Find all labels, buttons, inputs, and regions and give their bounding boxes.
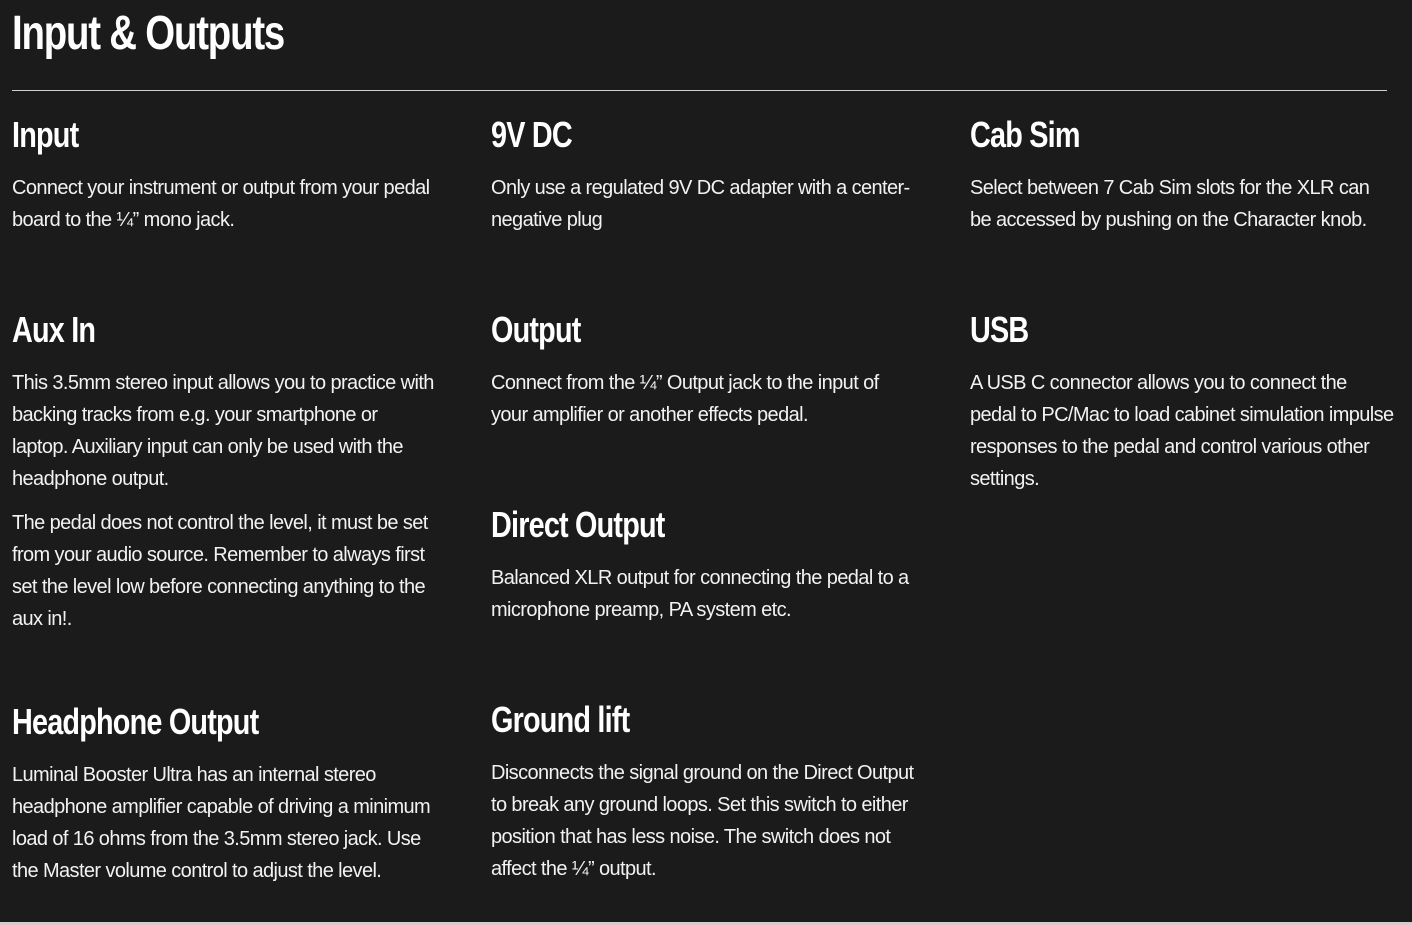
section-text-input: Connect your instrument or output from your pedal board to the ¼” mono jack. xyxy=(12,177,430,231)
section-headphone-output xyxy=(12,699,442,887)
page-title: Input & Outputs xyxy=(12,7,285,60)
section-title-9v-dc: 9V DC xyxy=(491,114,572,155)
section-title-output: Output xyxy=(491,309,581,350)
section-title-aux-in: Aux In xyxy=(12,309,96,350)
section-aux-in xyxy=(12,307,442,635)
section-text-output: Connect from the ¼” Output jack to the input of your amplifier or another effects pedal. xyxy=(491,372,879,426)
section-ground-lift xyxy=(491,697,921,885)
section-9v-dc xyxy=(491,112,921,236)
column-1 xyxy=(12,112,442,887)
section-output xyxy=(491,307,921,431)
section-text-usb: A USB C connector allows you to connect the pedal to PC/Mac to load cabinet simulation impulse responses to the pedal and control various other settings. xyxy=(970,372,1394,490)
column-3 xyxy=(970,112,1400,495)
section-text-aux-in-1: This 3.5mm stereo input allows you to practice with backing tracks from e.g. your smartphone or laptop. Auxiliary input can only be used with the headphone output. xyxy=(12,372,434,490)
section-text-cab-sim: Select between 7 Cab Sim slots for the XLR can be accessed by pushing on the Character knob. xyxy=(970,177,1370,231)
section-title-ground-lift: Ground lift xyxy=(491,699,630,740)
column-2 xyxy=(491,112,921,885)
section-input xyxy=(12,112,442,236)
title-divider xyxy=(12,90,1387,91)
section-title-usb: USB xyxy=(970,309,1029,350)
section-title-cab-sim: Cab Sim xyxy=(970,114,1080,155)
section-text-direct-output: Balanced XLR output for connecting the pedal to a microphone preamp, PA system etc. xyxy=(491,567,909,621)
section-text-ground-lift: Disconnects the signal ground on the Direct Output to break any ground loops. Set this switch to either position that has less noise. The switch does not affect the ¼” output. xyxy=(491,762,914,880)
section-text-aux-in-2: The pedal does not control the level, it must be set from your audio source. Remember to always first set the level low before connecting anything to the aux in!. xyxy=(12,512,428,630)
section-title-input: Input xyxy=(12,114,79,155)
section-cab-sim xyxy=(970,112,1400,236)
section-title-direct-output: Direct Output xyxy=(491,504,665,545)
section-title-headphone-output: Headphone Output xyxy=(12,701,259,742)
section-direct-output xyxy=(491,502,921,626)
section-usb xyxy=(970,307,1400,495)
section-text-9v-dc: Only use a regulated 9V DC adapter with a center-negative plug xyxy=(491,177,910,231)
section-text-headphone-output: Luminal Booster Ultra has an internal stereo headphone amplifier capable of driving a minimum load of 16 ohms from the 3.5mm stereo jack. Use the Master volume control to adjust the level. xyxy=(12,764,431,882)
